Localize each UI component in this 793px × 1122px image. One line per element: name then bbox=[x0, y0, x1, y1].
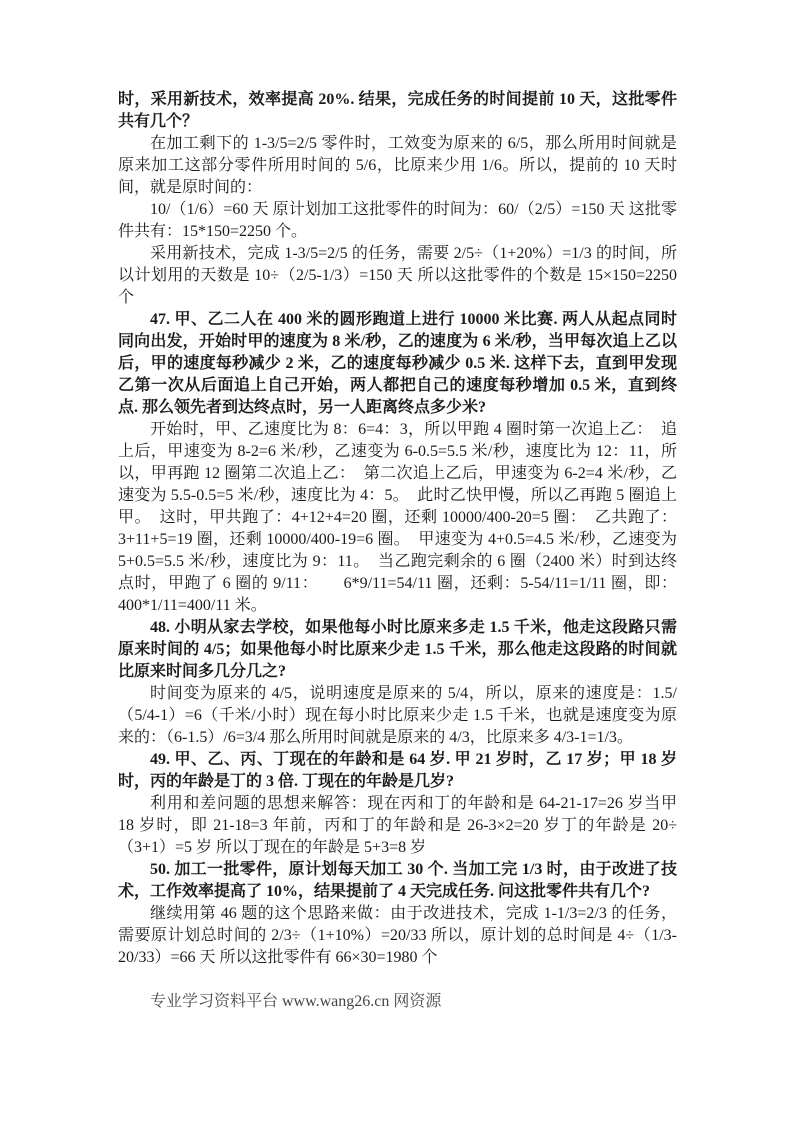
problem-46-solution-para-2: 10/（1/6）=60 天 原计划加工这批零件的时间为：60/（2/5）=150 天 这批零件共有：15*150=2250 个。 bbox=[118, 201, 677, 240]
page-footer: 专业学习资料平台 www.wang26.cn 网资源 bbox=[150, 993, 442, 1010]
problem-47-solution: 开始时，甲、乙速度比为 8：6=4：3，所以甲跑 4 圈时第一次追上乙： 追上后，甲速变为 8-2=6 米/秒，乙速变为 6-0.5=5.5 米/秒，速度比为 12：11，所以，甲再跑 12 圈第二次追上乙： 第二次追上乙后，甲速变为 6-2=4 米/秒，乙速变为 5.5-0.5=5 米/秒，速度比为 4：5。 此时乙快甲慢，所以乙再跑 5 圈追上甲。 这时，甲共跑了：4+12+4=20 圈，还剩 10000/400-20=5 圈： 乙共跑了：3+11+5=19 圈，还剩 10000/400-19=6 圈。 甲速变为 4+0.5=4.5 米/秒，乙速变为 5+0.5=5.5 米/秒，速度比为 9：11。 当乙跑完剩余的 6 圈（2400 米）时到达终点时，甲跑了 6 圈的 9/11： 6*9/11=54/11 圈，还剩：5-54/11=1/11 圈，即：400*1/11=400/11 米。 bbox=[118, 421, 677, 614]
problem-50-statement: 50. 加工一批零件，原计划每天加工 30 个. 当加工完 1/3 时，由于改进了技术，工作效率提高了 10%，结果提前了 4 天完成任务. 问这批零件共有几个? bbox=[118, 861, 677, 900]
problem-50-solution: 继续用第 46 题的这个思路来做：由于改进技术，完成 1-1/3=2/3 的任务，需要原计划总时间的 2/3÷（1+10%）=20/33 所以，原计划的总时间是 4÷（1/3-20/33）=66 天 所以这批零件有 66×30=1980 个 bbox=[118, 905, 677, 966]
problem-46-statement-tail: 时，采用新技术，效率提高 20%. 结果，完成任务的时间提前 10 天，这批零件共有几个？ bbox=[118, 91, 677, 130]
problem-46-solution-para-3: 采用新技术，完成 1-3/5=2/5 的任务，需要 2/5÷（1+20%）=1/3 的时间，所以计划用的天数是 10÷（2/5-1/3）=150 天 所以这批零件的个数是 15×150=2250 个 bbox=[118, 245, 677, 306]
problem-48-solution: 时间变为原来的 4/5，说明速度是原来的 5/4，所以，原来的速度是：1.5/（5/4-1）=6（千米/小时）现在每小时比原来少走 1.5 千米，也就是速度变为原来的：（6-1.5）/6=3/4 那么所用时间就是原来的 4/3，比原来多 4/3-1=1/3。 bbox=[118, 685, 677, 746]
problem-48-statement: 48. 小明从家去学校，如果他每小时比原来多走 1.5 千米，他走这段路只需原来时间的 4/5；如果他每小时比原来少走 1.5 千米，那么他走这段路的时间就比原来时间多几分几之? bbox=[118, 619, 677, 680]
problem-49-statement: 49. 甲、乙、丙、丁现在的年龄和是 64 岁. 甲 21 岁时，乙 17 岁；甲 18 岁时，丙的年龄是丁的 3 倍. 丁现在的年龄是几岁? bbox=[118, 751, 677, 790]
problem-49-solution: 利用和差问题的思想来解答：现在丙和丁的年龄和是 64-21-17=26 岁当甲 18 岁时，即 21-18=3 年前，丙和丁的年龄和是 26-3×2=20 岁丁的年龄是 20÷（3+1）=5 岁 所以丁现在的年龄是 5+3=8 岁 bbox=[118, 795, 677, 856]
problem-46-solution-para-1: 在加工剩下的 1-3/5=2/5 零件时，工效变为原来的 6/5，那么所用时间就是原来加工这部分零件所用时间的 5/6，比原来少用 1/6。所以，提前的 10 天时间，就是原时间的： bbox=[118, 135, 677, 196]
page-body-text bbox=[118, 89, 677, 1013]
problem-47-statement: 47. 甲、乙二人在 400 米的圆形跑道上进行 10000 米比赛. 两人从起点同时同向出发，开始时甲的速度为 8 米/秒，乙的速度为 6 米/秒，当甲每次追上乙以后，甲的速度每秒减少 2 米，乙的速度每秒减少 0.5 米. 这样下去，直到甲发现乙第一次从后面追上自己开始，两人都把自己的速度每秒增加 0.5 米，直到终点. 那么领先者到达终点时，另一人距离终点多少米? bbox=[118, 311, 677, 416]
